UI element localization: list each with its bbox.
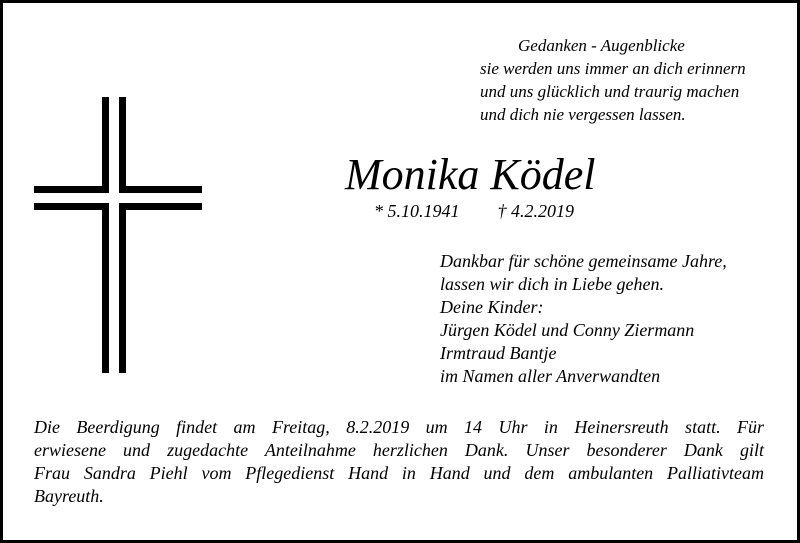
poem-line: Gedanken - Augenblicke (518, 36, 685, 55)
thanks-line: lassen wir dich in Liebe gehen. (440, 274, 664, 294)
thanks-line: Irmtraud Bantje (440, 343, 557, 363)
birth-date: * 5.10.1941 (374, 201, 460, 221)
funeral-info (34, 416, 764, 508)
thanks-line: im Namen aller Anverwandten (440, 366, 661, 386)
thanks-line: Deine Kinder: (440, 297, 544, 317)
funeral-line: Frau Sandra Piehl vom Pflegedienst Hand in Hand und dem ambulanten Palliativteam (34, 463, 764, 483)
poem-line: sie werden uns immer an dich erinnern (480, 59, 746, 78)
poem-line: und uns glücklich und traurig machen (480, 82, 740, 101)
poem-line: und dich nie vergessen lassen. (480, 105, 686, 124)
thanks-block (440, 250, 727, 388)
deceased-name: Monika Ködel (345, 150, 596, 199)
thanks-line: Dankbar für schöne gemeinsame Jahre, (440, 251, 727, 271)
funeral-line: erwiesene und zugedachte Anteilnahme herzlichen Dank. Unser besonderer Dank gilt (34, 440, 764, 460)
thanks-line: Jürgen Ködel und Conny Ziermann (440, 320, 695, 340)
funeral-line: Die Beerdigung findet am Freitag, 8.2.2019 um 14 Uhr in Heinersreuth statt. Für (34, 417, 764, 437)
funeral-line: Bayreuth. (34, 486, 104, 506)
cross-icon (34, 97, 202, 373)
death-date: † 4.2.2019 (497, 201, 574, 221)
life-dates (374, 200, 574, 222)
poem (480, 34, 746, 126)
